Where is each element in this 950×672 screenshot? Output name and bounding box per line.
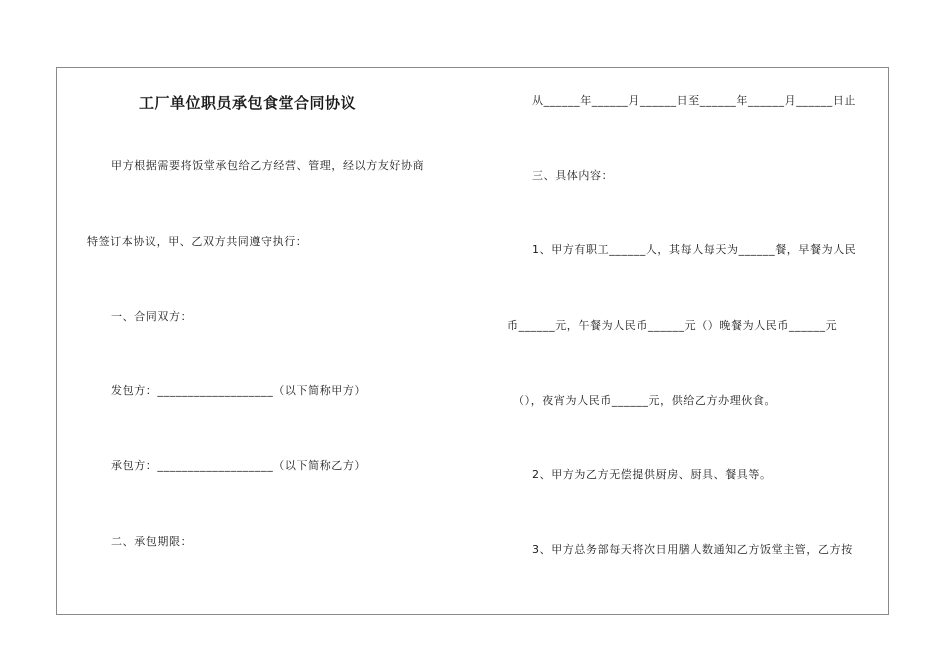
paragraph-intro: 甲方根据需要将饭堂承包给乙方经营、管理，经以方友好协商 (111, 159, 425, 172)
clause-2: 2、甲方为乙方无偿提供厨房、厨具、餐具等。 (532, 468, 772, 481)
term-date-range: 从______年______月______日至______年______月______日止 (532, 94, 856, 107)
clause-1-cont-b: （），夜宵为人民币______元，供给乙方办理伙食。 (513, 394, 777, 407)
clause-1-cont-a: 币______元，午餐为人民币______元（）晚餐为人民币______元 (507, 319, 838, 332)
paragraph-intro-cont: 特签订本协议，甲、乙双方共同遵守执行： (87, 235, 308, 248)
clause-3: 3、甲方总务部每天将次日用膳人数通知乙方饭堂主管，乙方按 (532, 543, 853, 556)
section-heading-term: 二、承包期限： (111, 535, 193, 548)
document-title: 工厂单位职员承包食堂合同协议 (139, 94, 357, 112)
page-frame (56, 67, 889, 615)
clause-1: 1、甲方有职工______人，其每人每天为______餐，早餐为人民 (532, 243, 857, 256)
section-heading-parties: 一、合同双方： (111, 310, 193, 323)
contract-party-contractor: 承包方：___________________（以下简称乙方） (111, 459, 367, 472)
section-heading-content: 三、具体内容： (532, 169, 614, 182)
contract-party-issuer: 发包方：___________________（以下简称甲方） (111, 384, 367, 397)
